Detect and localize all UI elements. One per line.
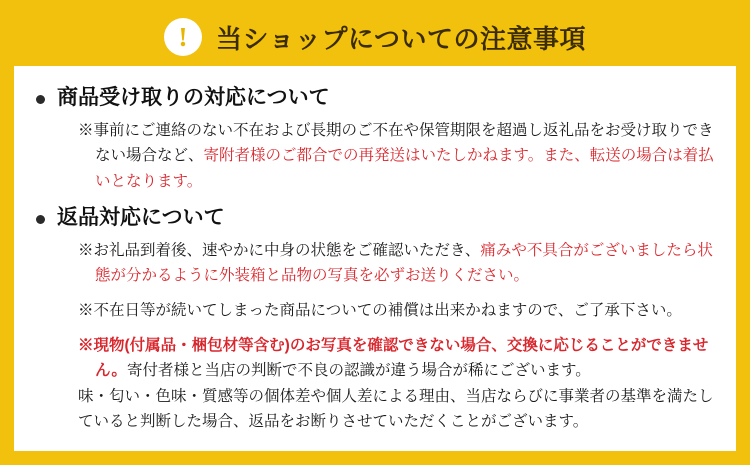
text-run: 寄付者様と当店の判断で不良の認識が違う場合が稀にございます。 [126, 362, 591, 380]
section-body [36, 238, 714, 434]
notice-card [14, 66, 736, 451]
paragraph [78, 384, 714, 434]
bullet-icon [36, 95, 45, 104]
section-returns [36, 204, 714, 434]
paragraph [78, 298, 714, 323]
section-title: 商品受け取りの対応について [57, 86, 330, 109]
exclamation-icon [164, 18, 202, 56]
exclamation-glyph: ! [178, 21, 188, 52]
section-shipping [36, 84, 714, 194]
page-title: 当ショップについての注意事項 [216, 23, 586, 54]
text-run: ※お礼品到着後、速やかに中身の状態をご確認いただき、 [78, 242, 481, 260]
page-header [0, 0, 750, 68]
text-run-emphasis: 痛みや不具合がございましたら状態が分かるように外装箱と品物の写真を必ずお送りください。 [95, 242, 713, 285]
text-run: ※不在日等が続いてしまった商品についての補償は出来かねますので、ご了承下さい。 [78, 302, 682, 320]
text-run-emphasis: 寄附者様のご都合での再発送はいたしかねます。また、転送の場合は着払いとなります。 [95, 147, 714, 190]
paragraph [78, 118, 714, 193]
text-run-emphasis: ※現物(付属品・梱包材等含む)のお写真を確認できない場合、交換に応じることができません。 [78, 337, 709, 380]
paragraph [78, 238, 714, 288]
section-header [36, 84, 714, 112]
text-run: 味・匂い・色味・質感等の個体差や個人差による理由、当店ならびに事業者の基準を満たしていると判断した場合、返品をお断りさせていただくことがございます。 [78, 387, 714, 430]
text-run: ※事前にご連絡のない不在および長期のご不在や保管期限を超過し返礼品をお受け取りできない場合など、 [78, 122, 714, 165]
section-body [36, 118, 714, 193]
bullet-icon [36, 215, 45, 224]
section-title: 返品対応について [57, 205, 225, 229]
section-header [36, 204, 714, 232]
paragraph [78, 333, 714, 383]
